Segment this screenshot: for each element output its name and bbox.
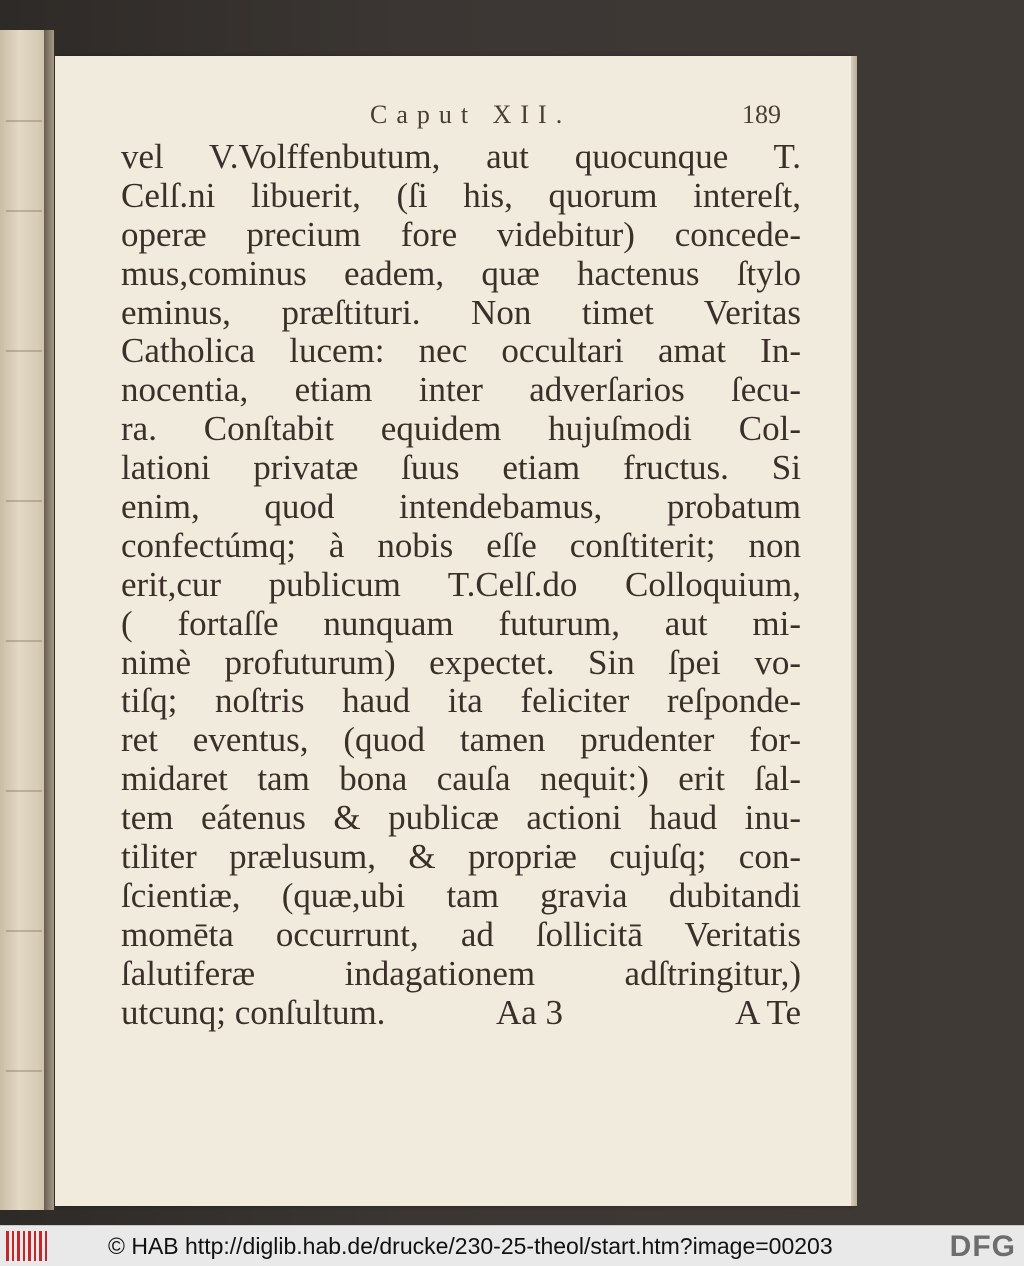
chapter-title: Caput XII. — [370, 100, 572, 129]
text-line: lationi privatæ ſuus etiam fructus. Si — [121, 449, 801, 488]
text-line: enim, quod intendebamus, probatum — [121, 488, 801, 527]
text-line: nocentia, etiam inter adverſarios ſecu- — [121, 371, 801, 410]
text-line: tiliter prælusum, & propriæ cujuſq; con- — [121, 838, 801, 877]
last-text-line — [121, 994, 801, 1033]
text-line: ſalutiferæ indagationem adſtringitur,) — [121, 954, 801, 993]
text-line: confectúmq; à nobis eſſe conſtiterit; non — [121, 526, 801, 565]
text-line: ret eventus, (quod tamen prudenter for- — [121, 721, 801, 760]
text-line: vel V.Volffenbutum, aut quocunque T. — [121, 138, 801, 176]
text-line: tem eátenus & publicæ actioni haud inu- — [121, 799, 801, 838]
text-line: eminus, præſtituri. Non timet Veritas — [121, 293, 801, 332]
catchword: A Te — [735, 993, 801, 1032]
text-line: ſcientiæ, (quæ,ubi tam gravia dubitandi — [121, 876, 801, 915]
text-line: momēta occurrunt, ad ſollicitā Veritatis — [121, 915, 801, 954]
text-line: nimè profuturum) expectet. Sin ſpei vo- — [121, 643, 801, 682]
book-page — [55, 56, 851, 1206]
text-line: Catholica lucem: nec occultari amat In- — [121, 332, 801, 371]
signature-mark: Aa 3 — [496, 993, 564, 1032]
page-number: 189 — [742, 100, 781, 129]
page-edge — [851, 56, 857, 1206]
dfg-logo: DFG — [949, 1230, 1016, 1263]
text-line: operæ precium fore videbitur) concede- — [121, 215, 801, 254]
text-line: midaret tam bona cauſa nequit:) erit ſal- — [121, 760, 801, 799]
text-line: mus,cominus eadem, quæ hactenus ſtylo — [121, 254, 801, 293]
text-line: ra. Conſtabit equidem hujuſmodi Col- — [121, 410, 801, 449]
hab-barcode-logo-icon — [6, 1231, 48, 1261]
page-text — [121, 138, 801, 1032]
closing-phrase: utcunq; conſultum. — [121, 993, 386, 1032]
text-line: erit,cur publicum T.Celſ.do Colloquium, — [121, 565, 801, 604]
text-line: Celſ.ni libuerit, (ſi his, quorum intereſt, — [121, 176, 801, 215]
footer-bar — [0, 1225, 1024, 1266]
text-line: ( fortaſſe nunquam futurum, aut mi- — [121, 604, 801, 643]
text-line: tiſq; noſtris haud ita feliciter reſponde- — [121, 682, 801, 721]
running-head — [125, 100, 785, 134]
copyright-link[interactable]: © HAB http://diglib.hab.de/drucke/230-25-theol/start.htm?image=00203 — [108, 1233, 833, 1259]
